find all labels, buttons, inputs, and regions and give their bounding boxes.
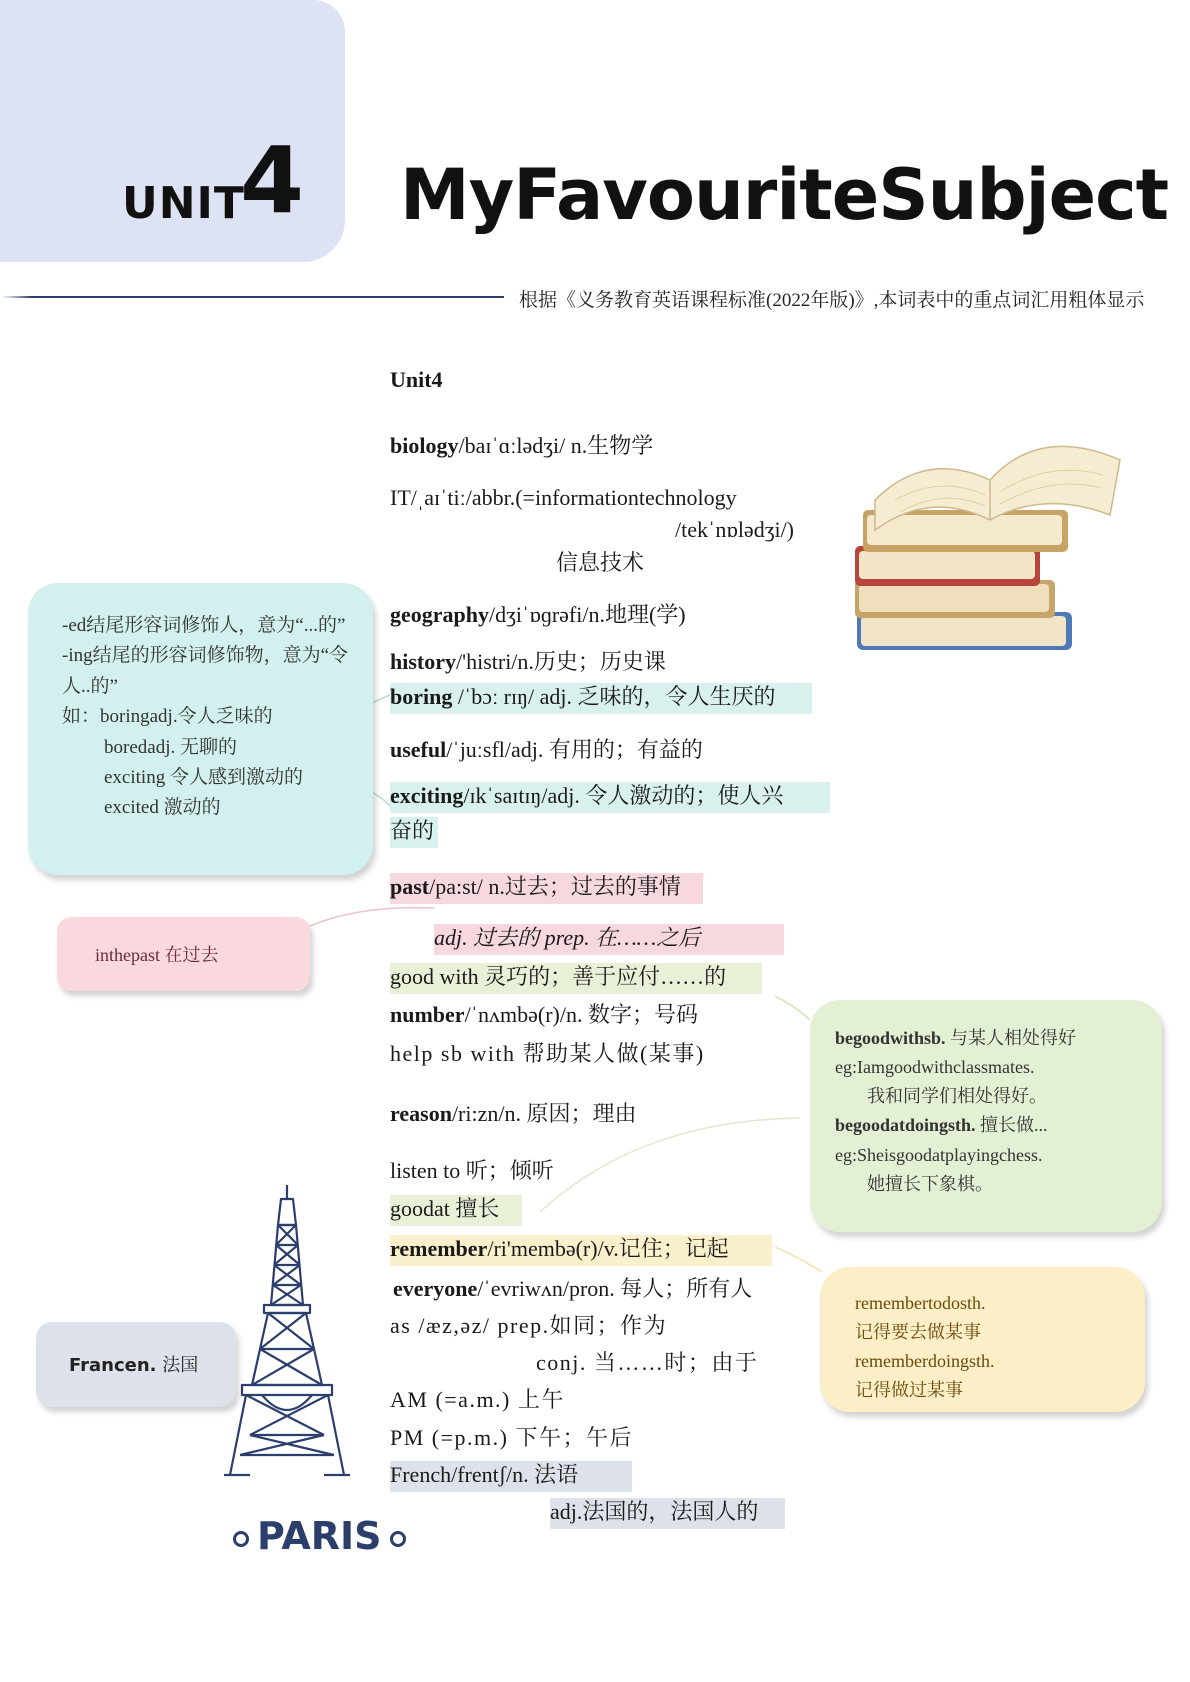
note-line: rememberdoingsth. (855, 1351, 995, 1372)
phrase-bold: begoodwithsb. (835, 1028, 946, 1048)
note-ed-ing-adjectives (28, 583, 373, 875)
note-line: 她擅长下象棋。 (867, 1173, 993, 1194)
vocab-word: remember (390, 1236, 488, 1261)
unit-label: UNIT (122, 178, 245, 229)
vocab-good-with: good with 灵巧的；善于应付……的 (390, 963, 762, 994)
vocab-word: useful (390, 737, 447, 762)
vocab-word: past (390, 874, 430, 899)
note-line (835, 1111, 1150, 1140)
vocab-definition: /ri'membə(r)/v.记住；记起 (487, 1236, 729, 1261)
vocab-word: everyone (393, 1276, 478, 1301)
vocab-exciting-line2: 奋的 (390, 817, 438, 848)
vocab-definition: /'histri/n.历史；历史课 (456, 649, 666, 674)
note-line: remembertodosth. (855, 1293, 986, 1313)
page-title: MyFavouriteSubject (400, 154, 1169, 236)
note-line: 我和同学们相处得好。 (867, 1086, 1047, 1107)
vocab-word: biology (390, 433, 459, 458)
phrase-meaning: 法国 (156, 1355, 199, 1376)
note-line: eg:Sheisgoodatplayingchess. (835, 1144, 1043, 1165)
vocab-word: reason (390, 1101, 452, 1126)
vocab-word: history (390, 649, 456, 674)
vocab-definition: /baɪˈɑːlədʒi/ n.生物学 (458, 433, 654, 458)
vocab-as-line2: conj. 当……时；由于 (536, 1350, 759, 1375)
vocab-definition: /ɪkˈsaɪtɪŋ/adj. 令人激动的；使人兴 (463, 783, 784, 808)
vocab-everyone (393, 1275, 752, 1303)
phrase-meaning: 与某人相处得好 (945, 1028, 1077, 1048)
vocab-definition: /ˈjuːsfl/adj. 有用的；有益的 (446, 737, 703, 762)
note-line: exciting 令人感到激动的 (104, 766, 303, 788)
vocab-geography (390, 601, 686, 629)
vocab-as-line1: as /æz,əz/ prep.如同；作为 (390, 1313, 668, 1338)
eiffel-tower-illustration (210, 1185, 365, 1495)
note-france (36, 1322, 236, 1407)
vocab-biology (390, 432, 653, 460)
vocab-it-line3: 信息技术 (556, 550, 645, 575)
vocab-definition: /ri:zn/n. 原因；理由 (451, 1101, 637, 1126)
vocab-help-sb-with: help sb with 帮助某人做(某事) (390, 1041, 705, 1066)
note-line: -ing结尾的形容词修饰物，意为“令人..的” (62, 645, 349, 697)
phrase-bold: Francen. (69, 1355, 157, 1376)
note-line (835, 1024, 1150, 1053)
vocab-history (390, 648, 666, 676)
note-line: -ed结尾形容词修饰人，意为“...的” (62, 615, 346, 636)
vocab-it-line2: /tekˈnɒlədʒi/) (675, 517, 795, 542)
vocab-definition: /ˈevriwʌn/pron. 每人；所有人 (477, 1276, 753, 1301)
note-in-the-past: inthepast 在过去 (57, 917, 310, 991)
vocab-reason (390, 1100, 636, 1128)
circle-icon (233, 1531, 249, 1547)
vocab-am: AM (=a.m.) 上午 (390, 1387, 565, 1412)
vocab-past-line2: adj. 过去的 prep. 在……之后 (434, 924, 784, 955)
note-line: boredadj. 无聊的 (104, 736, 237, 758)
vocab-good-at: goodat 擅长 (390, 1195, 522, 1226)
unit-number: 4 (240, 127, 305, 234)
circle-icon (390, 1531, 406, 1547)
vocab-definition: /dʒiˈɒɡrəfi/n.地理(学) (489, 602, 686, 627)
note-line: excited 激动的 (104, 797, 221, 819)
header-divider (2, 296, 504, 298)
vocab-useful (390, 736, 703, 764)
vocab-word: number (390, 1002, 465, 1027)
phrase-bold: begoodatdoingsth. (835, 1115, 976, 1136)
vocab-number (390, 1001, 698, 1029)
books-illustration (855, 420, 1130, 665)
vocab-pm: PM (=p.m.) 下午；午后 (390, 1425, 633, 1450)
vocab-exciting (390, 782, 830, 813)
vocab-word: boring (390, 684, 453, 709)
vocab-word: geography (390, 602, 489, 627)
curriculum-note: 根据《义务教育英语课程标准(2022年版)》,本词表中的重点词汇用粗体显示 (519, 290, 1145, 311)
vocab-french: French/frentʃ/n. 法语 (390, 1461, 632, 1492)
vocab-definition: /ˈnʌmbə(r)/n. 数字；号码 (464, 1002, 698, 1027)
phrase-meaning: 擅长做... (975, 1115, 1048, 1136)
vocab-boring (390, 683, 812, 714)
note-remember (820, 1267, 1145, 1412)
vocab-word: exciting (390, 783, 464, 808)
note-line: 记得做过某事 (855, 1380, 963, 1401)
paris-label (225, 1514, 414, 1558)
paris-text: PARIS (257, 1514, 382, 1558)
note-line: 记得要去做某事 (855, 1322, 981, 1343)
vocab-it-line1: IT/ˌaɪˈtiː/abbr.(=informationtechnology (390, 485, 737, 510)
vocab-past (390, 873, 703, 904)
note-line: eg:Iamgoodwithclassmates. (835, 1057, 1035, 1078)
vocab-definition: /ˈbɔː rɪŋ/ adj. 乏味的，令人生厌的 (452, 684, 776, 709)
vocab-listen-to: listen to 听；倾听 (390, 1158, 554, 1183)
note-line: 如：boringadj.令人乏味的 (62, 706, 273, 728)
vocab-remember (390, 1235, 772, 1266)
section-title: Unit4 (390, 367, 443, 392)
note-good-with-at (810, 1000, 1162, 1232)
vocab-french-line2: adj.法国的，法国人的 (550, 1498, 785, 1529)
vocab-definition: /pa:st/ n.过去；过去的事情 (429, 874, 681, 899)
